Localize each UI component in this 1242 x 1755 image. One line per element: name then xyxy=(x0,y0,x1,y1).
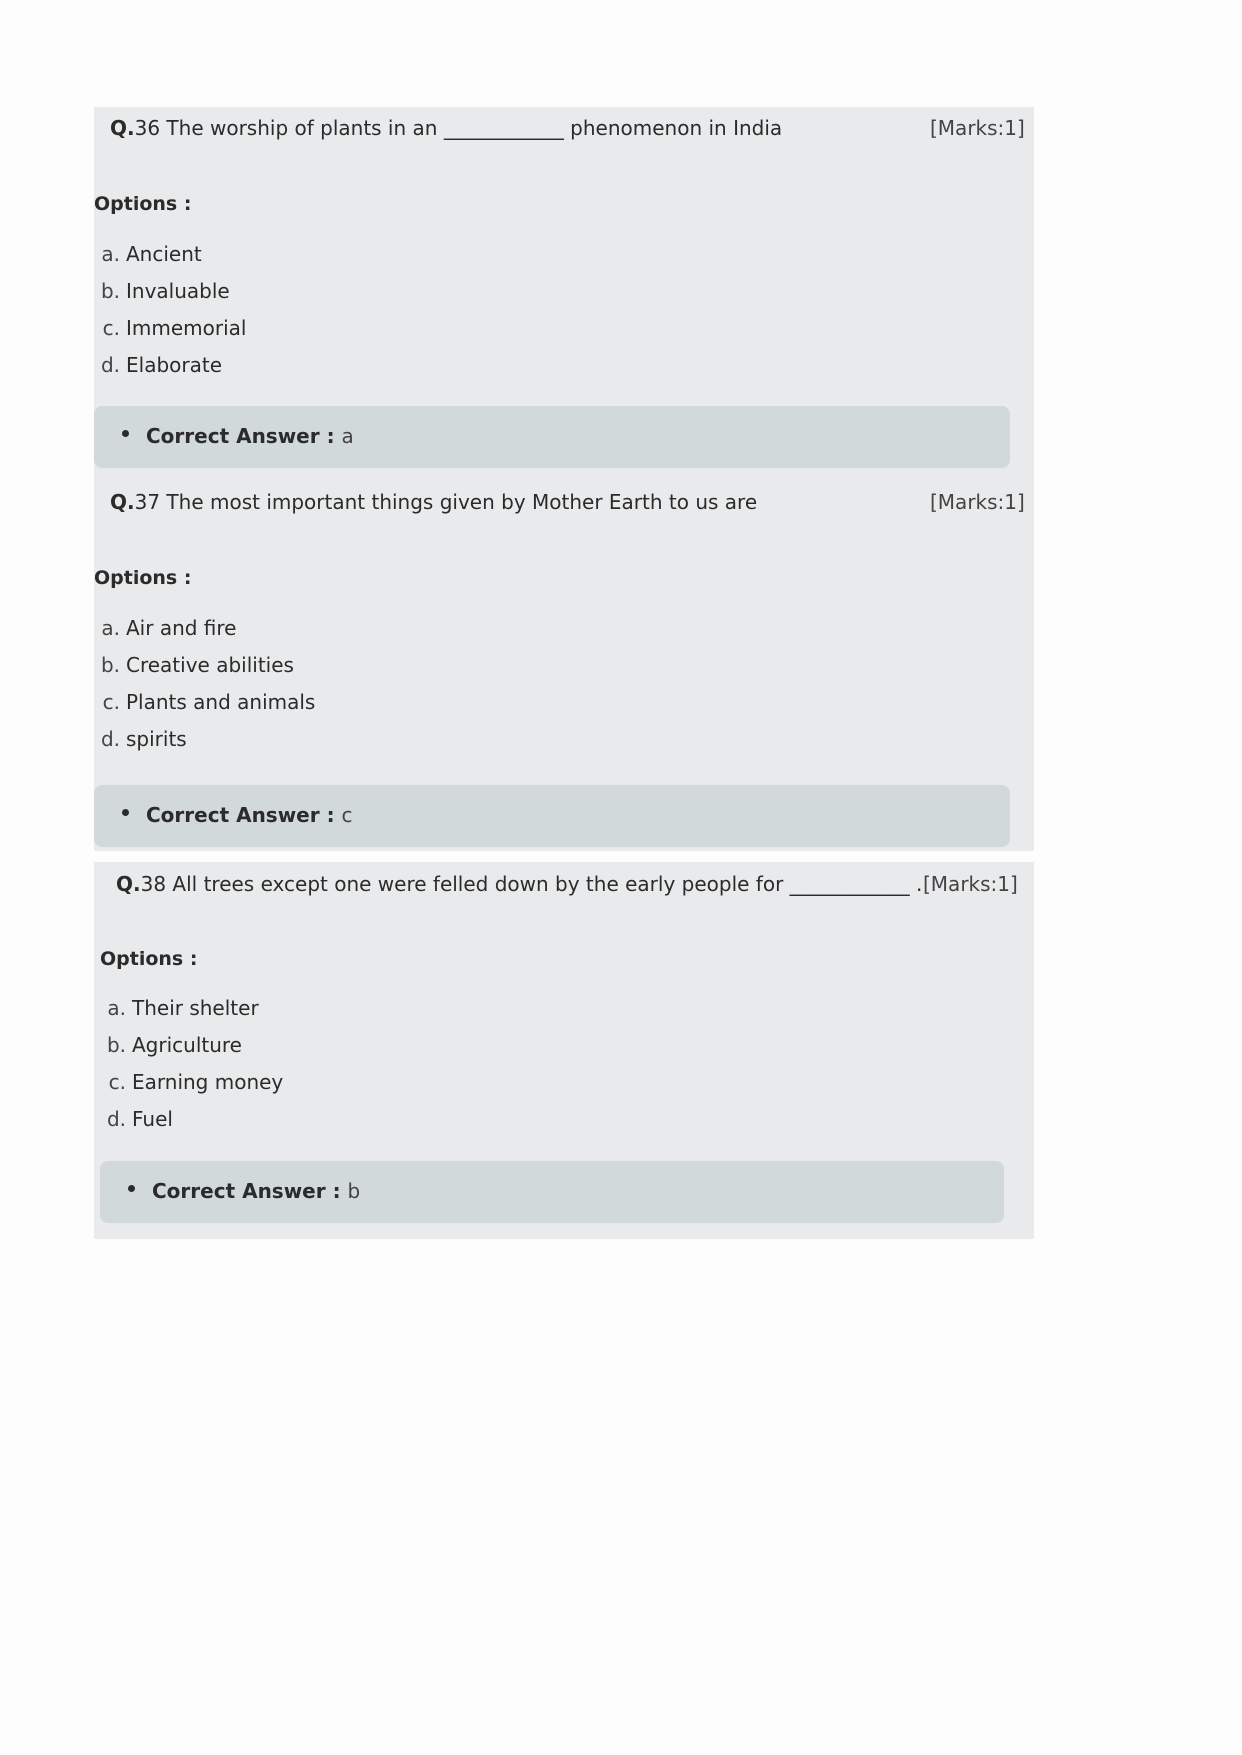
option-text: Creative abilities xyxy=(126,653,294,677)
option-letter: c. xyxy=(102,690,120,714)
option-text: Immemorial xyxy=(126,316,247,340)
correct-answer-box xyxy=(100,1161,1004,1223)
option-text: Their shelter xyxy=(132,996,259,1020)
option-b xyxy=(100,1033,242,1057)
option-d xyxy=(100,1107,173,1131)
correct-answer-value: b xyxy=(347,1179,361,1203)
correct-answer-label: Correct Answer : xyxy=(146,424,335,448)
question-block-37 xyxy=(94,482,1034,851)
question-number-label: Q. xyxy=(110,116,135,140)
option-text: Earning money xyxy=(132,1070,284,1094)
option-text: Plants and animals xyxy=(126,690,316,714)
bullet-icon xyxy=(122,809,129,816)
options-heading: Options : xyxy=(100,948,198,970)
option-text: Fuel xyxy=(132,1107,173,1131)
option-text: Agriculture xyxy=(132,1033,242,1057)
option-c xyxy=(100,1070,283,1094)
option-text: Ancient xyxy=(126,242,202,266)
question-number-label: Q. xyxy=(110,490,135,514)
option-b xyxy=(94,653,294,677)
question-text xyxy=(110,490,757,514)
correct-answer-box xyxy=(94,785,1010,847)
option-text: Air and fire xyxy=(126,616,237,640)
option-c xyxy=(94,316,246,340)
options-heading: Options : xyxy=(94,567,192,589)
option-text: Elaborate xyxy=(126,353,223,377)
option-text: spirits xyxy=(126,727,187,751)
marks-label: [Marks:1] xyxy=(930,116,1025,140)
option-letter: b. xyxy=(100,279,120,303)
option-letter: a. xyxy=(101,242,120,266)
option-a xyxy=(94,242,202,266)
question-number: 38 xyxy=(140,872,167,896)
option-letter: d. xyxy=(100,353,120,377)
question-block-38 xyxy=(94,862,1034,1239)
correct-answer-value: a xyxy=(341,424,354,448)
bullet-icon xyxy=(128,1185,135,1192)
question-text xyxy=(110,116,782,140)
question-text xyxy=(116,872,922,896)
correct-answer-label: Correct Answer : xyxy=(146,803,335,827)
options-heading: Options : xyxy=(94,193,192,215)
option-letter: a. xyxy=(107,996,126,1020)
bullet-icon xyxy=(122,430,129,437)
option-letter: b. xyxy=(106,1033,126,1057)
question-number: 37 xyxy=(134,490,161,514)
question-body: All trees except one were felled down by the early people for ____________ . xyxy=(172,872,923,896)
option-letter: b. xyxy=(100,653,120,677)
correct-answer-box xyxy=(94,406,1010,468)
option-letter: d. xyxy=(100,727,120,751)
correct-answer-value: c xyxy=(341,803,353,827)
option-c xyxy=(94,690,315,714)
question-number: 36 xyxy=(134,116,161,140)
option-a xyxy=(100,996,259,1020)
option-b xyxy=(94,279,230,303)
marks-label: [Marks:1] xyxy=(930,490,1025,514)
question-body: The most important things given by Mother Earth to us are xyxy=(166,490,758,514)
correct-answer-label: Correct Answer : xyxy=(152,1179,341,1203)
option-d xyxy=(94,353,222,377)
option-a xyxy=(94,616,237,640)
option-letter: d. xyxy=(106,1107,126,1131)
option-letter: c. xyxy=(108,1070,126,1094)
marks-label: [Marks:1] xyxy=(923,872,1018,896)
question-body: The worship of plants in an ____________ phenomenon in India xyxy=(166,116,783,140)
option-letter: c. xyxy=(102,316,120,340)
option-d xyxy=(94,727,187,751)
option-text: Invaluable xyxy=(126,279,230,303)
option-letter: a. xyxy=(101,616,120,640)
question-number-label: Q. xyxy=(116,872,141,896)
question-block-36 xyxy=(94,107,1034,482)
